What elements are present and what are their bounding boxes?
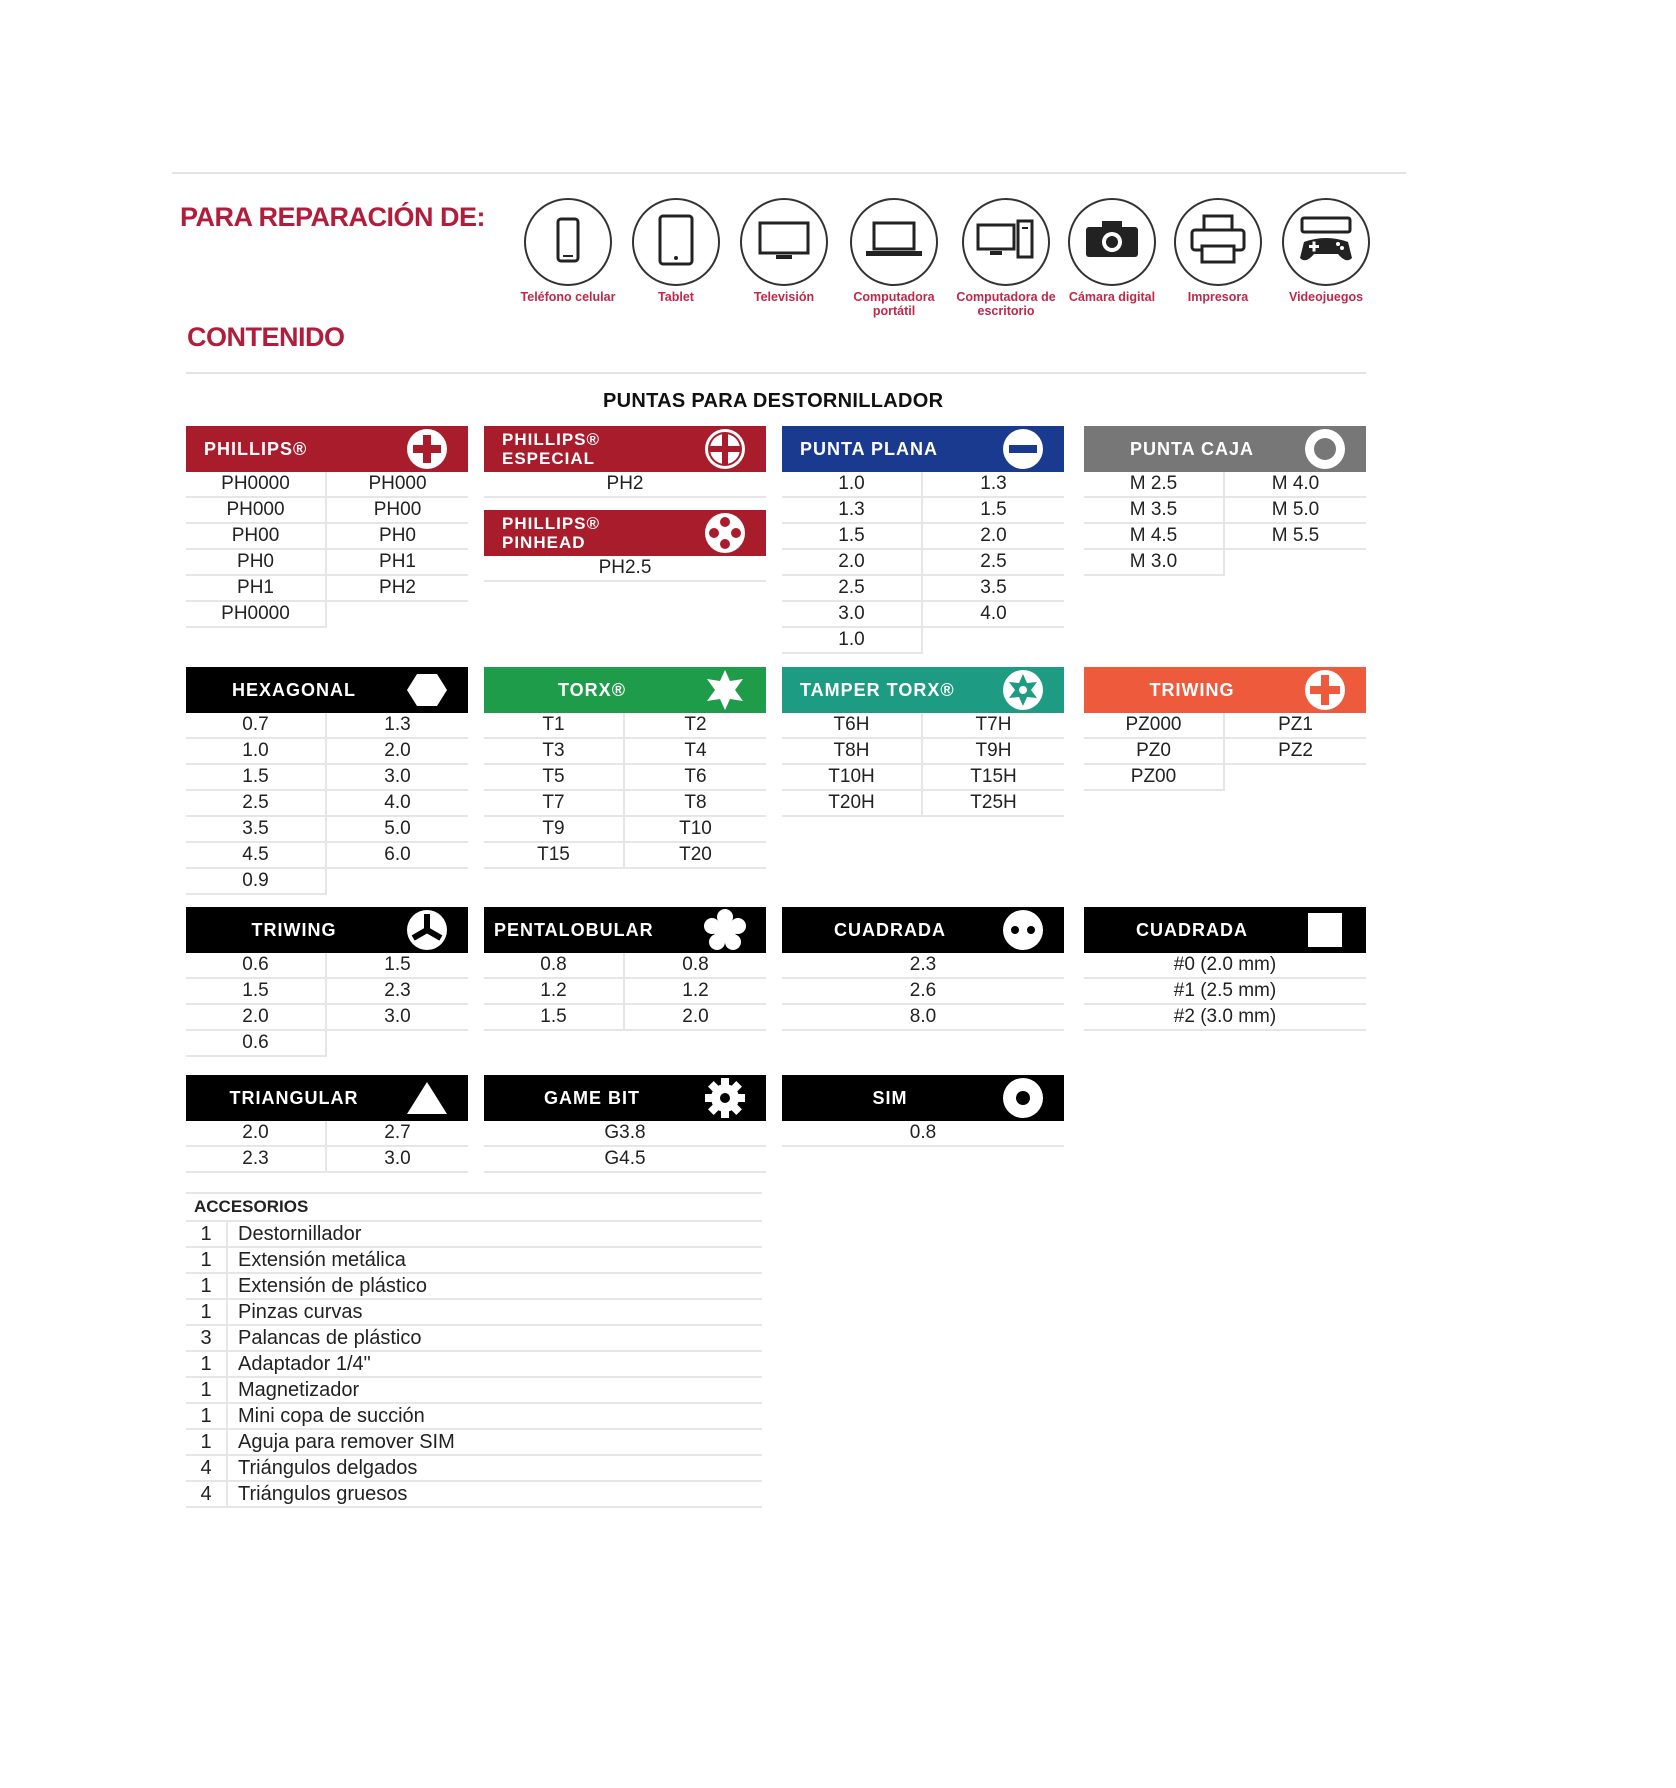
table-cell — [327, 602, 468, 626]
panel-title: CUADRADA — [834, 919, 946, 940]
table-cell: T2 — [625, 713, 766, 739]
accessory-row — [186, 1326, 762, 1352]
table-cell: T15H — [923, 765, 1064, 791]
accessory-qty: 1 — [186, 1352, 228, 1376]
table-cell: T7H — [923, 713, 1064, 739]
panel-header — [1084, 667, 1366, 713]
table-cell: 3.0 — [327, 1147, 468, 1173]
table-cell: 2.6 — [782, 979, 1064, 1005]
table-cell: PH0000 — [186, 472, 327, 498]
accessory-row — [186, 1482, 762, 1508]
panel-header — [484, 667, 766, 713]
panel-title: TORX® — [558, 679, 626, 700]
table-cell: #0 (2.0 mm) — [1084, 953, 1366, 979]
table-cell: 8.0 — [782, 1005, 1064, 1031]
table-cell: 0.6 — [186, 953, 327, 979]
table-cell: 2.0 — [782, 550, 923, 576]
device-label: Televisión — [753, 290, 815, 304]
table-cell: T6 — [625, 765, 766, 791]
table-cell: PH2 — [484, 472, 766, 498]
tablet-icon — [651, 212, 701, 273]
panel-header — [186, 426, 468, 472]
table-cell: PH2.5 — [484, 556, 766, 582]
device-tablet — [626, 198, 726, 304]
table-cell: PH0 — [186, 550, 327, 576]
device-printer — [1168, 198, 1268, 304]
table-cell: T8 — [625, 791, 766, 817]
device-label: Computadora de escritorio — [956, 290, 1056, 318]
table-cell: 2.3 — [782, 953, 1064, 979]
table-cell: #1 (2.5 mm) — [1084, 979, 1366, 1005]
accessory-desc: Triángulos gruesos — [238, 1483, 408, 1505]
table-cell: T7 — [484, 791, 625, 817]
panel-header — [186, 907, 468, 953]
table-cell: 2.5 — [923, 550, 1064, 576]
table-cell — [327, 1031, 468, 1055]
laptop-icon — [862, 215, 926, 270]
table-cell: 2.0 — [186, 1121, 327, 1147]
table-cell: PH1 — [186, 576, 327, 602]
panel-title-line2: ESPECIAL — [502, 449, 596, 468]
accessory-qty: 3 — [186, 1326, 228, 1350]
device-gamepad — [1276, 198, 1376, 304]
panel-header — [782, 907, 1064, 953]
table-cell: PZ1 — [1225, 713, 1366, 739]
table-cell: T25H — [923, 791, 1064, 817]
table-cell: 2.5 — [782, 576, 923, 602]
table-cell — [1225, 550, 1366, 574]
panel-header — [186, 667, 468, 713]
accessory-desc: Destornillador — [238, 1223, 362, 1245]
panel-torx — [484, 667, 766, 869]
phillips-special-icon — [702, 426, 748, 472]
content-title: CONTENIDO — [187, 322, 345, 352]
table-cell: 2.0 — [186, 1005, 327, 1031]
device-circle — [962, 198, 1050, 286]
table-cell: PH1 — [327, 550, 468, 576]
panel-pentalobular — [484, 907, 766, 1031]
panel-title: TRIWING — [251, 919, 337, 940]
device-label: Computadora portátil — [853, 290, 935, 318]
table-cell: 1.5 — [186, 979, 327, 1005]
panel-header — [484, 426, 766, 472]
table-cell: 0.6 — [186, 1031, 327, 1057]
repair-title: PARA REPARACIÓN DE: — [180, 202, 486, 232]
table-cell: T20 — [625, 843, 766, 869]
panel-title: GAME BIT — [544, 1087, 640, 1108]
panel-title — [502, 430, 702, 468]
table-cell: 3.5 — [186, 817, 327, 843]
table-cell: 2.7 — [327, 1121, 468, 1147]
table-cell: M 4.5 — [1084, 524, 1225, 550]
camera-icon — [1080, 215, 1144, 270]
accessory-desc: Adaptador 1/4" — [238, 1353, 371, 1375]
accessory-row — [186, 1300, 762, 1326]
table-cell: 1.0 — [782, 628, 923, 654]
table-cell: T10 — [625, 817, 766, 843]
table-cell: M 5.5 — [1225, 524, 1366, 550]
phone-icon — [548, 215, 588, 270]
tamper-torx-icon — [1000, 667, 1046, 713]
table-cell: PZ2 — [1225, 739, 1366, 765]
panel-title: CUADRADA — [1136, 919, 1248, 940]
table-cell: 2.5 — [186, 791, 327, 817]
table-cell: 1.3 — [327, 713, 468, 739]
table-cell: T8H — [782, 739, 923, 765]
accessory-row — [186, 1222, 762, 1248]
accessory-desc: Triángulos delgados — [238, 1457, 418, 1479]
table-cell: PH000 — [186, 498, 327, 524]
table-cell: T9 — [484, 817, 625, 843]
accessory-desc: Pinzas curvas — [238, 1301, 363, 1323]
pentalobe-icon — [702, 907, 748, 953]
accessory-qty: 1 — [186, 1430, 228, 1454]
panel-title — [502, 514, 702, 552]
accessory-row — [186, 1248, 762, 1274]
table-cell: PH0 — [327, 524, 468, 550]
tv-icon — [754, 215, 814, 270]
table-cell: 3.0 — [327, 1005, 468, 1031]
device-label: Videojuegos — [1288, 290, 1364, 304]
table-cell: T4 — [625, 739, 766, 765]
torx-icon — [702, 667, 748, 713]
panel-title-line1: PHILLIPS® — [502, 430, 601, 449]
panel-header — [782, 1075, 1064, 1121]
panel-tamper-torx — [782, 667, 1064, 817]
accessory-qty: 4 — [186, 1456, 228, 1480]
table-cell: T20H — [782, 791, 923, 817]
accessory-qty: 1 — [186, 1404, 228, 1428]
accessory-desc: Mini copa de succión — [238, 1405, 425, 1427]
device-circle — [632, 198, 720, 286]
table-cell: 1.5 — [186, 765, 327, 791]
table-cell: 5.0 — [327, 817, 468, 843]
panel-phillips — [186, 426, 468, 628]
table-cell: 6.0 — [327, 843, 468, 869]
table-cell: M 2.5 — [1084, 472, 1225, 498]
table-cell: 3.5 — [923, 576, 1064, 602]
accessory-qty: 1 — [186, 1378, 228, 1402]
table-cell: M 4.0 — [1225, 472, 1366, 498]
device-phone — [518, 198, 618, 304]
table-cell: 0.8 — [782, 1121, 1064, 1147]
panel-header — [1084, 426, 1366, 472]
panel-sim — [782, 1075, 1064, 1147]
gamepad-icon — [1294, 212, 1358, 273]
table-cell: 4.0 — [923, 602, 1064, 628]
table-cell: PZ00 — [1084, 765, 1225, 791]
panel-title-line1: PHILLIPS® — [502, 514, 601, 533]
panel-title: TRIWING — [1149, 679, 1235, 700]
table-cell: 1.2 — [484, 979, 625, 1005]
table-cell: 2.3 — [186, 1147, 327, 1173]
table-cell: T15 — [484, 843, 625, 869]
accessories-title: ACCESORIOS — [186, 1192, 762, 1222]
panel-punta-plana — [782, 426, 1064, 654]
table-cell: G3.8 — [484, 1121, 766, 1147]
table-cell: PH2 — [327, 576, 468, 602]
table-cell: #2 (3.0 mm) — [1084, 1005, 1366, 1031]
top-divider — [172, 172, 1406, 174]
panel-header — [1084, 907, 1366, 953]
triwing-icon — [404, 907, 450, 953]
hexagon-icon — [404, 667, 450, 713]
table-cell: PZ0 — [1084, 739, 1225, 765]
panel-header — [782, 667, 1064, 713]
panel-triwing — [186, 907, 468, 1057]
panel-cuadrada-1 — [782, 907, 1064, 1031]
desktop-icon — [974, 215, 1038, 270]
bits-title: PUNTAS PARA DESTORNILLADOR — [603, 390, 944, 412]
table-cell: 2.0 — [327, 739, 468, 765]
table-cell: PZ000 — [1084, 713, 1225, 739]
table-cell: 2.0 — [923, 524, 1064, 550]
table-cell: M 3.0 — [1084, 550, 1225, 576]
device-circle — [1174, 198, 1262, 286]
table-cell: 3.0 — [782, 602, 923, 628]
panel-title: TAMPER TORX® — [800, 679, 955, 700]
phillips-icon — [404, 426, 450, 472]
table-cell: G4.5 — [484, 1147, 766, 1173]
accessory-row — [186, 1456, 762, 1482]
device-laptop — [844, 198, 944, 318]
device-circle — [850, 198, 938, 286]
square-icon — [1302, 907, 1348, 953]
table-cell: 1.5 — [782, 524, 923, 550]
table-cell: 0.7 — [186, 713, 327, 739]
device-desktop — [956, 198, 1056, 318]
table-cell: PH00 — [186, 524, 327, 550]
table-cell: 0.8 — [625, 953, 766, 979]
accessory-qty: 1 — [186, 1300, 228, 1324]
table-cell — [1225, 765, 1366, 789]
panel-game-bit — [484, 1075, 766, 1173]
accessory-qty: 1 — [186, 1274, 228, 1298]
panel-header — [782, 426, 1064, 472]
device-label: Tablet — [658, 290, 694, 304]
table-cell: T9H — [923, 739, 1064, 765]
device-circle — [1282, 198, 1370, 286]
panel-title-line2: PINHEAD — [502, 533, 586, 552]
device-tv — [734, 198, 834, 304]
table-cell — [327, 869, 468, 893]
table-cell: PH000 — [327, 472, 468, 498]
accessory-row — [186, 1274, 762, 1300]
accessories-table — [186, 1192, 762, 1508]
table-cell: 4.0 — [327, 791, 468, 817]
panel-header-pinhead — [484, 510, 766, 556]
panel-title: PHILLIPS® — [204, 438, 308, 459]
table-cell: T1 — [484, 713, 625, 739]
accessory-row — [186, 1430, 762, 1456]
socket-icon — [1302, 426, 1348, 472]
device-label: Cámara digital — [1068, 290, 1156, 304]
panel-header — [186, 1075, 468, 1121]
accessory-desc: Extensión metálica — [238, 1249, 406, 1271]
panel-title: PUNTA PLANA — [800, 438, 938, 459]
table-cell: 1.5 — [923, 498, 1064, 524]
table-cell: 4.5 — [186, 843, 327, 869]
panel-punta-caja — [1084, 426, 1366, 576]
table-cell: 1.5 — [484, 1005, 625, 1031]
pinhead-icon — [702, 510, 748, 556]
pozidriv-icon — [1302, 667, 1348, 713]
table-cell: 2.3 — [327, 979, 468, 1005]
table-cell: 1.5 — [327, 953, 468, 979]
panel-header — [484, 907, 766, 953]
accessory-desc: Aguja para remover SIM — [238, 1431, 455, 1453]
device-circle — [1068, 198, 1156, 286]
accessory-qty: 1 — [186, 1222, 228, 1246]
table-cell: T10H — [782, 765, 923, 791]
device-label: Teléfono celular — [520, 290, 616, 304]
accessory-row — [186, 1352, 762, 1378]
table-cell: 0.9 — [186, 869, 327, 895]
accessory-desc: Magnetizador — [238, 1379, 360, 1401]
accessory-row — [186, 1404, 762, 1430]
table-cell: 1.0 — [782, 472, 923, 498]
table-cell: PH00 — [327, 498, 468, 524]
table-cell: M 3.5 — [1084, 498, 1225, 524]
table-cell: T3 — [484, 739, 625, 765]
table-cell: M 5.0 — [1225, 498, 1366, 524]
accessory-qty: 1 — [186, 1248, 228, 1272]
table-cell: 1.3 — [782, 498, 923, 524]
printer-icon — [1186, 212, 1250, 273]
device-circle — [524, 198, 612, 286]
accessory-desc: Extensión de plástico — [238, 1275, 428, 1297]
table-cell: 1.3 — [923, 472, 1064, 498]
panel-cuadrada-2 — [1084, 907, 1366, 1031]
table-cell: 3.0 — [327, 765, 468, 791]
table-cell: 0.8 — [484, 953, 625, 979]
table-cell: 1.2 — [625, 979, 766, 1005]
sim-pin-icon — [1000, 1075, 1046, 1121]
two-hole-icon — [1000, 907, 1046, 953]
panel-phillips-especial — [484, 426, 766, 582]
panel-triwing-pz — [1084, 667, 1366, 791]
flat-icon — [1000, 426, 1046, 472]
panel-title: SIM — [872, 1087, 908, 1108]
panel-title: PENTALOBULAR — [494, 919, 654, 940]
device-circle — [740, 198, 828, 286]
table-cell: 1.0 — [186, 739, 327, 765]
accessory-qty: 4 — [186, 1482, 228, 1506]
panel-triangular — [186, 1075, 468, 1173]
device-label: Impresora — [1187, 290, 1249, 304]
panel-title: HEXAGONAL — [231, 679, 356, 700]
panel-hexagonal — [186, 667, 468, 895]
panel-title: PUNTA CAJA — [1129, 438, 1254, 459]
table-cell — [923, 628, 1064, 652]
table-cell: T5 — [484, 765, 625, 791]
accessory-row — [186, 1378, 762, 1404]
accessory-desc: Palancas de plástico — [238, 1327, 422, 1349]
panel-title: TRIANGULAR — [229, 1087, 359, 1108]
table-cell: PH0000 — [186, 602, 327, 628]
table-cell: T6H — [782, 713, 923, 739]
content-divider — [186, 372, 1366, 374]
gear-icon — [702, 1075, 748, 1121]
table-cell: 2.0 — [625, 1005, 766, 1031]
panel-header — [484, 1075, 766, 1121]
triangle-icon — [404, 1075, 450, 1121]
device-camera — [1062, 198, 1162, 304]
